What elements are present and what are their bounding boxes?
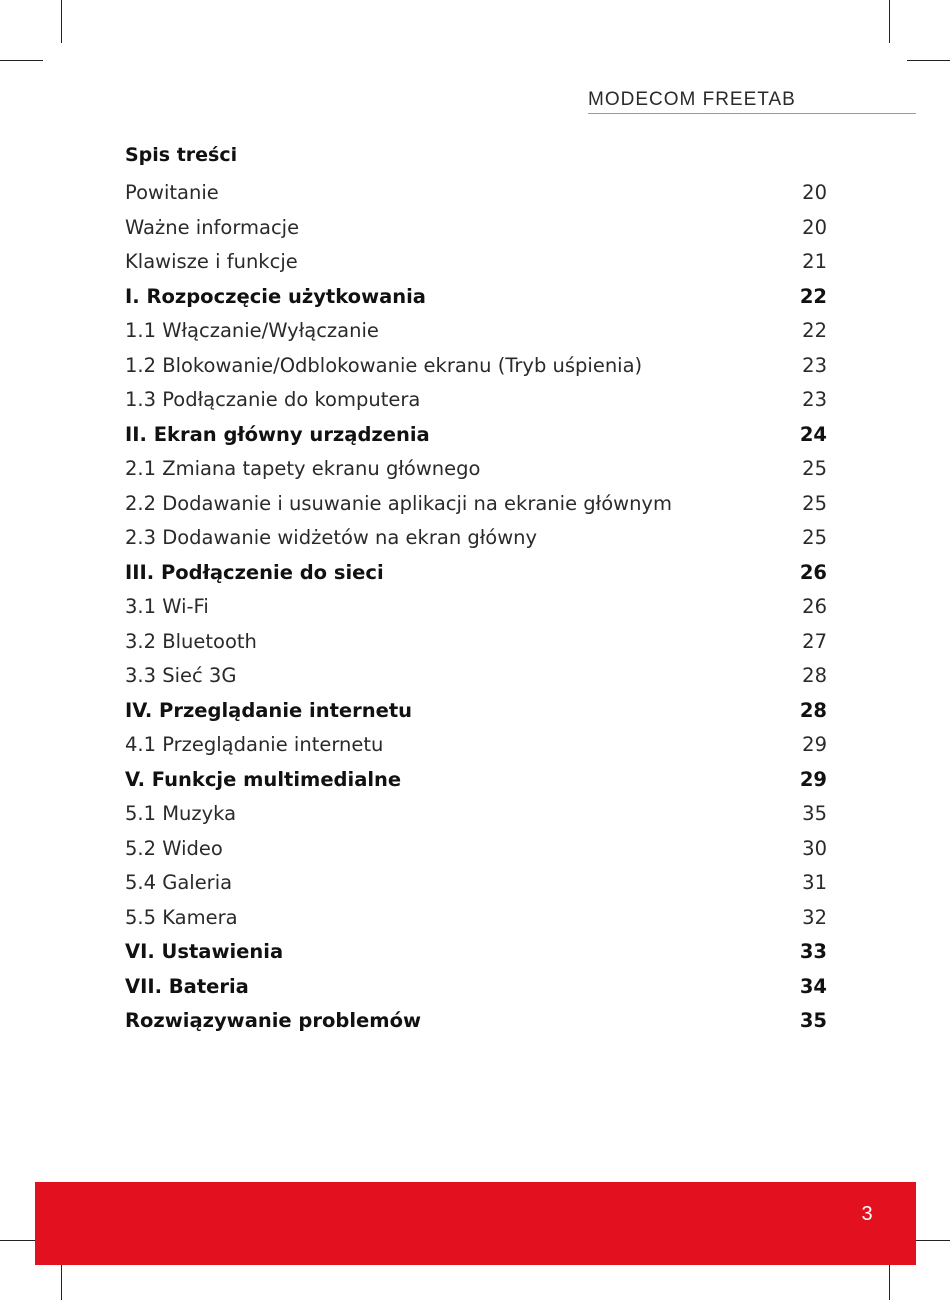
page-number: 3 — [861, 1203, 873, 1225]
toc-entry-label: Rozwiązywanie problemów — [125, 1009, 422, 1032]
footer-band — [35, 1182, 916, 1265]
toc-entry — [125, 452, 827, 487]
toc-entry — [125, 383, 827, 418]
toc-entry-label: III. Podłączenie do sieci — [125, 560, 384, 584]
crop-mark-top-right-vertical — [889, 0, 890, 43]
toc-entry-label: Powitanie — [125, 181, 219, 204]
toc-entry-label: V. Funkcje multimedialne — [125, 767, 402, 791]
toc-entry-page: 22 — [799, 284, 827, 308]
toc-entry-page: 35 — [799, 1009, 827, 1032]
toc-chapter — [125, 935, 827, 970]
header-rule — [588, 113, 916, 114]
toc-list — [125, 176, 827, 1039]
toc-entry-page: 20 — [802, 215, 827, 239]
toc-entry — [125, 625, 827, 660]
toc-entry-page: 25 — [802, 457, 827, 480]
toc-entry-label: 1.2 Blokowanie/Odblokowanie ekranu (Tryb uśpienia) — [125, 353, 643, 377]
toc-entry — [125, 521, 827, 556]
toc-entry-label: 5.4 Galeria — [125, 871, 233, 894]
toc-entry — [125, 590, 827, 625]
toc-entry-label: 5.5 Kamera — [125, 905, 238, 929]
crop-mark-top-left-horizontal — [0, 60, 43, 61]
toc-entry-page: 33 — [799, 940, 827, 963]
toc-entry — [125, 901, 827, 936]
toc-entry-page: 34 — [799, 974, 827, 998]
toc-entry-label: 2.2 Dodawanie i usuwanie aplikacji na ekranie głównym — [125, 491, 672, 515]
toc-entry-label: VI. Ustawienia — [125, 940, 284, 963]
toc-chapter — [125, 280, 827, 315]
toc-entry-label: 3.2 Bluetooth — [125, 629, 257, 653]
toc-title: Spis treści — [125, 144, 238, 166]
toc-entry-label: 2.1 Zmiana tapety ekranu głównego — [125, 457, 481, 480]
toc-entry — [125, 659, 827, 694]
toc-entry — [125, 866, 827, 901]
toc-entry-page: 28 — [799, 698, 827, 722]
toc-entry-page: 29 — [802, 733, 827, 756]
toc-entry — [125, 245, 827, 280]
toc-chapter — [125, 556, 827, 591]
toc-entry-label: Ważne informacje — [125, 215, 300, 239]
toc-entry — [125, 728, 827, 763]
toc-entry-page: 26 — [802, 595, 827, 618]
toc-entry-label: 1.1 Włączanie/Wyłączanie — [125, 319, 379, 342]
toc-chapter — [125, 1004, 827, 1039]
toc-entry-label: 3.1 Wi-Fi — [125, 595, 209, 618]
toc-entry — [125, 314, 827, 349]
toc-entry-label: 5.1 Muzyka — [125, 802, 237, 825]
toc-entry — [125, 487, 827, 522]
toc-entry-label: 4.1 Przeglądanie internetu — [125, 733, 384, 756]
toc-entry-page: 21 — [802, 250, 827, 273]
toc-entry-page: 31 — [802, 871, 827, 894]
toc-entry-label: 3.3 Sieć 3G — [125, 664, 237, 687]
toc-entry-label: II. Ekran główny urządzenia — [125, 422, 430, 446]
toc-entry-page: 20 — [802, 181, 827, 204]
toc-entry-page: 25 — [802, 526, 827, 549]
toc-entry — [125, 797, 827, 832]
brand-header: MODECOM FREETAB — [588, 89, 796, 110]
toc-entry-page: 23 — [802, 353, 827, 377]
toc-entry-label: 2.3 Dodawanie widżetów na ekran główny — [125, 526, 538, 549]
toc-entry-label: 5.2 Wideo — [125, 836, 223, 860]
toc-entry-page: 26 — [799, 560, 827, 584]
toc-entry-label: 1.3 Podłączanie do komputera — [125, 388, 421, 411]
toc-entry-page: 30 — [802, 836, 827, 860]
toc-entry-page: 22 — [802, 319, 827, 342]
toc-entry — [125, 211, 827, 246]
toc-chapter — [125, 694, 827, 729]
toc-entry-label: VII. Bateria — [125, 974, 249, 998]
toc-chapter — [125, 763, 827, 798]
toc-entry-page: 32 — [802, 905, 827, 929]
crop-mark-top-right-horizontal — [907, 60, 950, 61]
crop-mark-top-left-vertical — [61, 0, 62, 43]
toc-entry-label: I. Rozpoczęcie użytkowania — [125, 284, 426, 308]
toc-entry — [125, 176, 827, 211]
toc-entry-page: 25 — [802, 491, 827, 515]
toc-entry — [125, 349, 827, 384]
toc-entry-page: 23 — [802, 388, 827, 411]
toc-entry-label: Klawisze i funkcje — [125, 250, 298, 273]
toc-entry — [125, 832, 827, 867]
toc-entry-page: 35 — [802, 802, 827, 825]
toc-chapter — [125, 418, 827, 453]
toc-chapter — [125, 970, 827, 1005]
toc-entry-page: 29 — [799, 767, 827, 791]
toc-entry-page: 27 — [802, 629, 827, 653]
toc-entry-page: 24 — [799, 422, 827, 446]
toc-entry-page: 28 — [802, 664, 827, 687]
toc-entry-label: IV. Przeglądanie internetu — [125, 698, 413, 722]
